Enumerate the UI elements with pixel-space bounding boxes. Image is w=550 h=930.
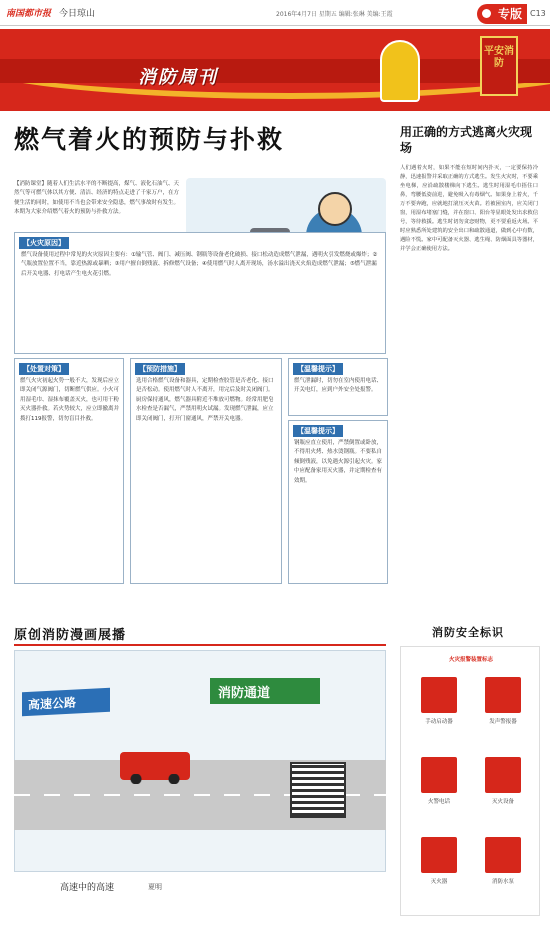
sign-label: 手动启动器	[425, 719, 453, 725]
sign-label: 火警电话	[427, 799, 450, 805]
column-banner	[0, 29, 550, 111]
extinguisher-icon	[421, 837, 457, 873]
dateline: 2016年4月7日 星期五 编辑:张琳 美编:王霞	[276, 11, 393, 18]
banner-stripe	[0, 59, 550, 83]
response-tag: 【处置对策】	[19, 363, 69, 375]
manual-starter-icon	[421, 677, 457, 713]
escape-article-title: 用正确的方式逃离火灾现场	[400, 125, 533, 155]
fire-causes-text: 燃气设备使用过程中常见的火灾原因主要有：①输气管、阀门、减压阀、钢瓶等设备老化破损、接口松动造成燃气泄漏，遇明火引发燃烧或爆炸；②气瓶放置位置不当，靠近热源或暴晒；③用户擅自倒残液、拆修燃气设备；④使用燃气时人离开现场，汤水溢出浇灭火焰造成燃气泄漏；⑤燃气泄漏后开关电器、打电话产生电火花引燃。	[21, 252, 378, 277]
sign-label: 发声警报器	[489, 719, 517, 725]
fire-pump-icon	[485, 837, 521, 873]
comics-rule	[14, 644, 386, 646]
fire-causes-tag: 【火灾原因】	[19, 237, 69, 249]
fireman-mascot-icon	[380, 40, 420, 102]
paper-section: 今日琼山	[59, 9, 96, 19]
seal-stamp	[480, 36, 518, 96]
tip-text-2: 钢瓶应直立使用，严禁倒置或卧放，不得用火烤、热水烫钢瓶。不要私自倾倒残液，以免遇火源引起火灾。家中应配备家用灭火器，并定期检查有效期。	[294, 440, 383, 484]
tip-tag-1: 【温馨提示】	[293, 363, 343, 375]
alarm-sounder-icon	[485, 677, 521, 713]
fire-lane-sign: 消防通道	[210, 678, 320, 704]
response-box	[14, 358, 124, 584]
safety-signs-title: 消防安全标识	[432, 626, 504, 639]
comic-caption: 高速中的高速	[60, 883, 115, 893]
highway-sign: 高速公路	[22, 688, 110, 717]
sign-label: 灭火器	[430, 879, 448, 885]
person-head	[318, 192, 352, 226]
fire-equipment-icon	[485, 757, 521, 793]
seal-text: 平安消防	[484, 46, 514, 69]
tip-box-2	[288, 420, 388, 584]
page-number: C13	[530, 9, 546, 18]
sign-label: 灭火设备	[491, 799, 514, 805]
comics-section-title: 原创消防漫画展播	[14, 628, 127, 643]
escape-article-text: 人们遇着火时，如果不能在短时间内扑灭，一定要保持冷静，迅速报警并采取正确的方式逃生。发生火灾时，不要乘坐电梯，应沿疏散楼梯向下逃生。逃生时用湿毛巾捂住口鼻，弯腰低姿前进，避免吸入有毒烟气。如果身上着火，千万不要奔跑，应就地打滚压灭火苗。若被困室内，应关闭门窗，用湿布堵塞门缝，并在窗口、阳台等显眼处发出求救信号，等待救援。逃生时切勿贪恋财物，更不要重返火场。平时应熟悉所处建筑的安全出口和疏散通道，做到心中有数，遇险不慌。家中可配备灭火器、逃生绳、防烟面具等器材，并学会正确使用方法。	[400, 165, 538, 253]
comic-author: 夏明	[148, 883, 162, 891]
column-title: 消防周刊	[138, 67, 218, 88]
prevention-tag: 【预防措施】	[135, 363, 185, 375]
prevention-text: 选用合格燃气设备和器具，定期检查胶管是否老化、接口是否松动。使用燃气时人不离开，用完后及时关闭阀门。厨房保持通风，燃气器具附近不堆放可燃物。经常用肥皂水检查是否漏气，严禁用明火试漏。发现燃气泄漏，应立即关闭阀门，打开门窗通风，严禁开关电器。	[136, 378, 274, 422]
tip-text-1: 燃气泄漏时，切勿在室内使用电话、开关电灯，应到户外安全处报警。	[294, 378, 383, 394]
prevention-box	[130, 358, 282, 584]
response-text: 燃气火灾初起火势一般不大，发现后应立即关闭气源阀门，切断燃气供应。小火可用湿毛巾、湿抹布覆盖灭火，也可用干粉灭火器扑救。若火势较大，应立即撤离并拨打119报警，切勿盲目扑救。	[20, 378, 120, 422]
safety-signs-panel	[400, 646, 540, 916]
special-badge: 专版	[477, 4, 527, 24]
fire-truck-icon	[120, 752, 190, 780]
safety-signs-header: 火灾报警装置标志	[448, 657, 493, 663]
qr-code-icon	[290, 762, 346, 818]
fire-phone-icon	[421, 757, 457, 793]
paper-name: 南国都市报	[6, 9, 52, 19]
sign-label: 消防水泵	[491, 879, 514, 885]
fire-causes-box	[14, 232, 386, 354]
tip-box-1	[288, 358, 388, 416]
article-headline: 燃气着火的预防与扑救	[14, 125, 285, 154]
article-intro: 【消防课堂】随着人们生活水平的不断提高，煤气、液化石油气、天然气等可燃气体以其方便、清洁、经济的特点走进了千家万户，在方便生活的同时，如使用不当也会带来安全隐患，燃气事故时有发生。本期为大家介绍燃气着火的预防与扑救方法。	[14, 181, 180, 216]
tip-tag-2: 【温馨提示】	[293, 425, 343, 437]
paper-logo	[6, 6, 95, 19]
